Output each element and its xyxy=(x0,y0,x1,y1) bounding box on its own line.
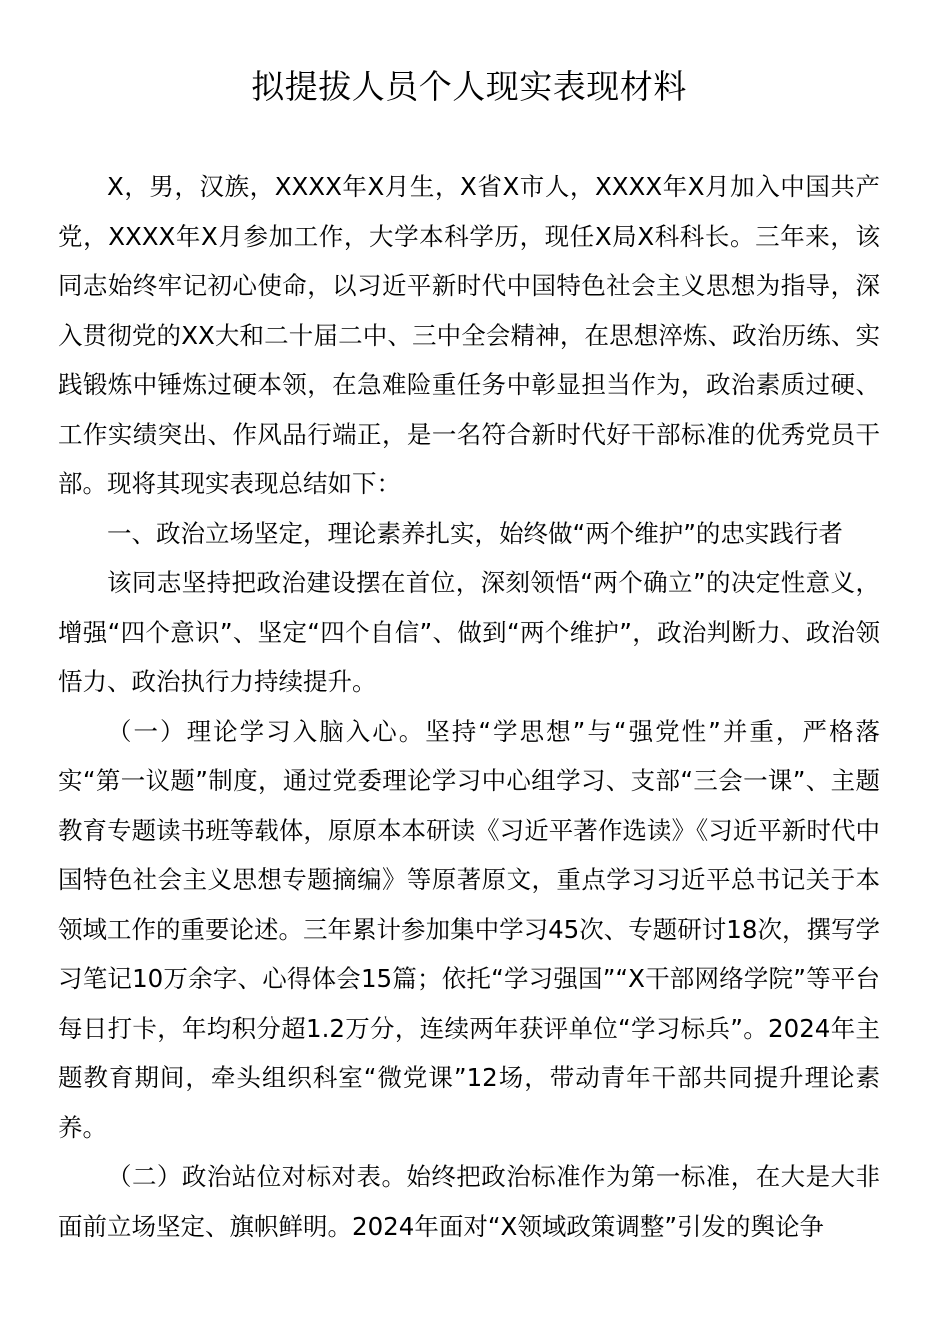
subsection-1-paragraph: （一）理论学习入脑入心。坚持“学思想”与“强党性”并重，严格落实“第一议题”制度，通过党委理论学习中心组学习、支部“三会一课”、主题教育专题读书班等载体，原原本本研读《习近平著作选读》《习近平新时代中国特色社会主义思想专题摘编》等原著原文，重点学习习近平总书记关于本领域工作的重要论述。三年累计参加集中学习45次、专题研讨18次，撰写学习笔记10万余字、心得体会15篇；依托“学习强国”“X干部网络学院”等平台每日打卡，年均积分超1.2万分，连续两年获评单位“学习标兵”。2024年主题教育期间，牵头组织科室“微党课”12场，带动青年干部共同提升理论素养。 xyxy=(58,716,880,1142)
section-intro-paragraph: 该同志坚持把政治建设摆在首位，深刻领悟“两个确立”的决定性意义，增强“四个意识”、坚定“四个自信”、做到“两个维护”，政治判断力、政治领悟力、政治执行力持续提升。 xyxy=(58,568,880,696)
document-title: 拟提拔人员个人现实表现材料 xyxy=(251,67,687,106)
subsection-2-paragraph: （二）政治站位对标对表。始终把政治标准作为第一标准，在大是大非面前立场坚定、旗帜鲜明。2024年面对“X领域政策调整”引发的舆论争 xyxy=(58,1162,880,1241)
intro-paragraph: X，男，汉族，XXXX年X月生，X省X市人，XXXX年X月加入中国共产党，XXXX年X月参加工作，大学本科学历，现任X局X科科长。三年来，该同志始终牢记初心使命，以习近平新时代中国特色社会主义思想为指导，深入贯彻党的XX大和二十届二中、三中全会精神，在思想淬炼、政治历练、实践锻炼中锤炼过硬本领，在急难险重任务中彰显担当作为，政治素质过硬、工作实绩突出、作风品行端正，是一名符合新时代好干部标准的优秀党员干部。现将其现实表现总结如下： xyxy=(58,172,880,498)
section-heading: 一、政治立场坚定，理论素养扎实，始终做“两个维护”的忠实践行者 xyxy=(107,518,843,548)
